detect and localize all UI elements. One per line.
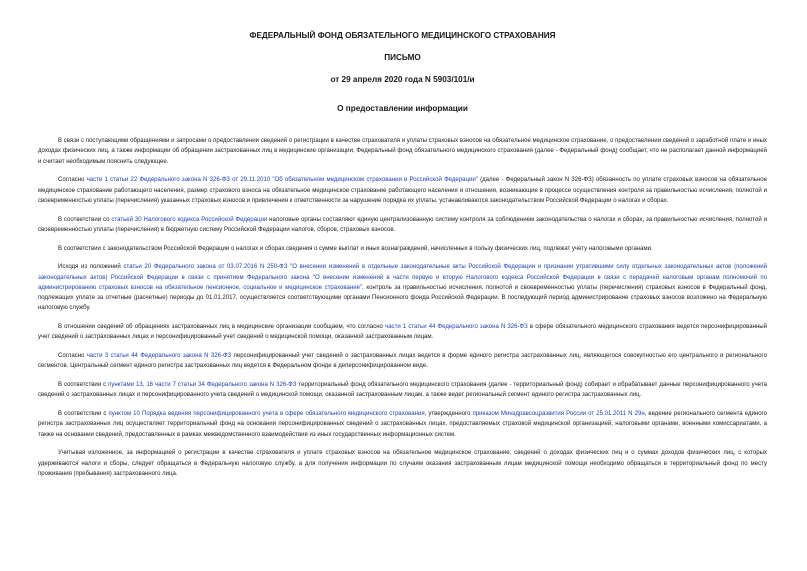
paragraph-text: В соответствии с	[58, 382, 109, 389]
document-date-number: от 29 апреля 2020 года N 5903/101/и	[330, 75, 475, 84]
paragraph-text: В отношении сведений об обращениях застрахованных лиц в медицинские организации сообщаем, что согласно	[58, 324, 386, 331]
legal-reference-link[interactable]: пунктом 10 Порядка ведения персонифицированного учета в сфере обязательного медицинского страхования	[108, 411, 425, 418]
legal-reference-link[interactable]: статьи 20 Федерального закона от 03.07.2016 N 250-ФЗ "О внесении изменений в отдельные законодательные акты Российской Федерации и признании утратившими силу отдельных законодательных актов (положений законодательных актов) Российской Федерации в связи с принятием Федерального закона "О внесении изменений в части первую и вторую Налогового кодекса Российской Федерации в связи с передачей налоговым органам полномочий по администрированию страховых взносов на обязательное пенсионное, социальное и медицинское страхование"	[38, 264, 767, 291]
paragraph-7	[38, 351, 767, 372]
paragraph-text: В соответствии со	[58, 216, 112, 223]
paragraph-text: В соответствии с	[58, 411, 109, 418]
paragraph-4	[38, 244, 767, 254]
legal-reference-link[interactable]: приказом Минздравсоцразвития России от 25.01.2011 N 29н	[472, 411, 645, 418]
paragraph-text: Согласно	[58, 177, 87, 184]
paragraph-9	[38, 409, 767, 440]
paragraph-8	[38, 380, 767, 401]
paragraph-3	[38, 215, 767, 236]
document-body	[38, 136, 767, 479]
paragraph-text: В соответствии с законодательством Российской Федерации о налогах и сборах сведения о сумме выплат и иных вознаграждений, начисленных в пользу физических лиц, подлежат учету налоговыми органами.	[58, 245, 653, 252]
paragraph-5	[38, 262, 767, 313]
legal-reference-link[interactable]: части 3 статьи 44 Федерального закона N 326-ФЗ	[86, 353, 232, 360]
paragraph-text: Исходя из положений	[58, 264, 124, 271]
paragraph-text: налоговые органы составляют единую централизованную систему контроля за соблюдением законодательства о налогах и сборах, за правильностью исчисления, полнотой и своевременностью уплаты (перечисления) в бюджетную систему Российской Федерации налогов, сборов, страховых взносов.	[38, 216, 767, 233]
paragraph-text: персонифицированный учет сведений о застрахованных лицах ведется в форме единого регистра застрахованных лиц, являющегося совокупностью его центрального и регионального сегментов. Центральный сегмент единого регистра застрахованных лиц ведется в Федеральном фонде в деперсонифицированном виде.	[38, 353, 767, 370]
paragraph-text: , контроль за правильностью исчисления, полнотой и своевременностью уплаты (перечисления) страховых взносов в Федеральный фонд, подлежащих уплате за отчетные (расчетные) периоды до 01.01.2017, осуществляется соответствующими органами Пенсионного фонда Российской Федерации. В последующий период администрирование страховых взносов возложено на Федеральную налоговую службу.	[38, 284, 767, 312]
paragraph-text: (далее - Федеральный закон N 326-ФЗ) обязанность по уплате страховых взносов на обязательное медицинское страхование работающего населения, размер страхового взноса на обязательное медицинское страхование работающего населения и отношения, возникающие в процессе осуществления контроля за правильностью исчисления, полнотой и своевременностью уплаты (перечисления) указанных страховых взносов и привлечения к ответственности за нарушение порядка их уплаты, устанавливаются законодательством Российской Федерации о налогах и сборах.	[38, 177, 767, 204]
paragraph-6	[38, 322, 767, 343]
paragraph-text: , утвержденного	[424, 411, 473, 418]
document-subject: О предоставлении информации	[337, 104, 468, 113]
paragraph-text: Согласно	[58, 353, 87, 360]
paragraph-1	[38, 136, 767, 167]
organization-title: ФЕДЕРАЛЬНЫЙ ФОНД ОБЯЗАТЕЛЬНОГО МЕДИЦИНСКОГО СТРАХОВАНИЯ	[249, 31, 556, 40]
legal-reference-link[interactable]: части 1 статьи 44 Федерального закона N 326-ФЗ	[385, 324, 528, 331]
legal-reference-link[interactable]: статьей 30 Налогового кодекса Российской Федерации	[111, 216, 268, 223]
paragraph-text: , ведение регионального сегмента единого регистра застрахованных лиц осуществляет территориальный фонд на основании персонифицированных сведений о застрахованных лицах, предоставляемых страховой медицинской организацией, налоговыми органами, военными комиссариатами, а также на основании сведений, предоставленных в рамках межведомственного взаимодействия из иных государственных информационных систем.	[38, 411, 767, 438]
document-type: ПИСЬМО	[384, 53, 421, 62]
paragraph-text: В связи с поступающими обращениями и запросами о предоставлении сведений о регистрации в качестве страхователя и уплаты страховых взносов на обязательное медицинское страхование, о предоставлении сведений о заработной плате и иных доходах физических лиц, а также информации об обращении застрахованных лиц в медицинские организации, Федеральный фонд обязательного медицинского страхования (далее - Федеральный фонд) сообщает, что не располагает данной информацией и считает необходимым пояснить следующее.	[38, 138, 767, 165]
paragraph-2	[38, 175, 767, 206]
paragraph-10	[38, 448, 767, 479]
legal-reference-link[interactable]: пунктами 13, 16 части 7 статьи 34 Федерального закона N 326-ФЗ	[108, 382, 297, 389]
paragraph-text: в сфере обязательного медицинского страхования ведется персонифицированный учет сведений о застрахованных лицах и персонифицированный учет сведений о медицинской помощи, оказанной застрахованным лицам.	[38, 324, 768, 341]
paragraph-text: Учитывая изложенное, за информацией о регистрации в качестве страхователя и уплате страховых взносов на обязательное медицинское страхование, сведений о доходах физических лиц и о суммах доходов физических лиц, с которых удерживаются налоги и сборы, следует обращаться в Федеральную налоговую службу, а для получения информации по случаям оказания застрахованным лицам медицинской помощи необходимо обращаться в территориальный фонд по месту проживания (пребывания) застрахованного лица.	[38, 450, 767, 477]
paragraph-text: территориальный фонд обязательного медицинского страхования (далее - территориальный фонд) собирает и обрабатывает данные персонифицированного учета сведений о застрахованных лицах и персонифицированного учета сведений о медицинской помощи, оказанной застрахованным лицам, а также ведет региональный сегмент единого регистра застрахованных лиц.	[38, 382, 767, 399]
legal-reference-link[interactable]: части 1 статьи 22 Федерального закона N 326-ФЗ от 29.11.2010 "Об обязательном медицинском страховании в Российской Федерации"	[86, 177, 478, 184]
